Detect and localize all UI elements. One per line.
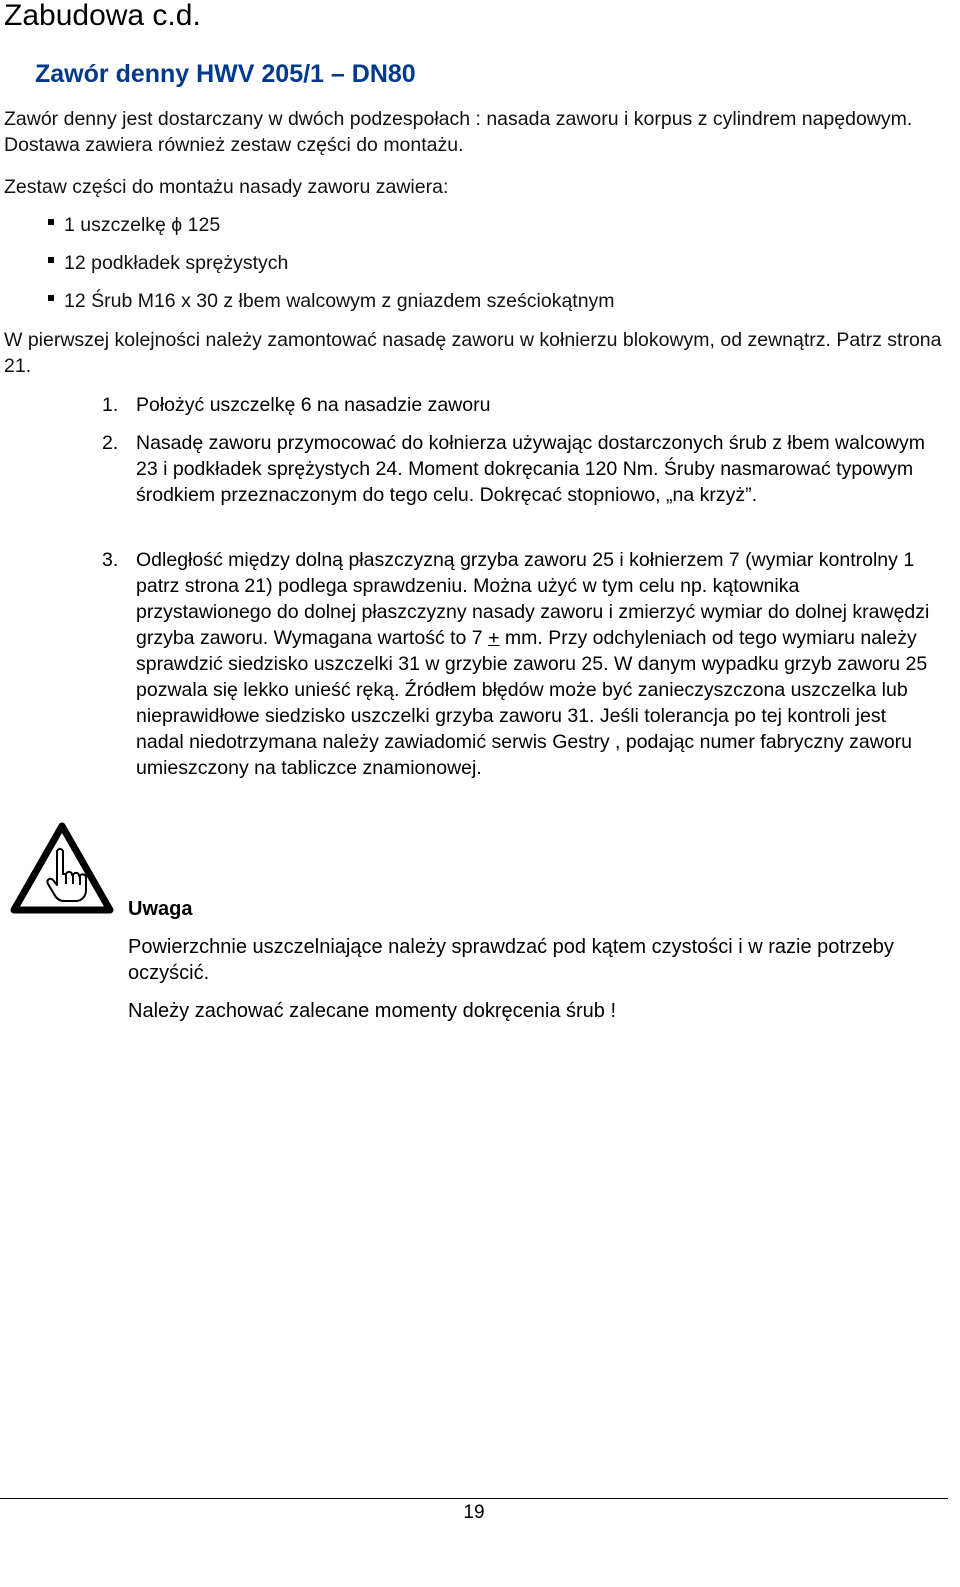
page-title: Zabudowa c.d.: [4, 0, 201, 32]
warning-title: Uwaga: [128, 898, 193, 920]
step-number: 3.: [102, 549, 119, 571]
step-text: Położyć uszczelkę 6 na nasadzie zaworu: [136, 394, 491, 416]
step-number: 1.: [102, 394, 119, 416]
kit-item: 1 uszczelkę ϕ 125: [48, 212, 220, 238]
warning-hand-icon: [10, 822, 114, 914]
step-number: 2.: [102, 432, 119, 454]
kit-item: 12 podkładek sprężystych: [48, 250, 288, 276]
warning-text-2: Należy zachować zalecane momenty dokręcenia śrub !: [128, 1000, 617, 1022]
intro-paragraph: Zawór denny jest dostarczany w dwóch podzespołach : nasada zaworu i korpus z cylindrem napędowym. Dostawa zawiera również zestaw części do montażu.: [4, 108, 913, 156]
step-text: Nasadę zaworu przymocować do kołnierza używając dostarczonych śrub z łbem walcowym 23 i podkładek sprężystych 24. Moment dokręcania 120 Nm. Śruby nasmarować typowym środkiem przeznaczonym do tego celu. Dokręcać stopniowo, „na krzyż”.: [136, 432, 925, 506]
warning-text: Powierzchnie uszczelniające należy sprawdzać pod kątem czystości i w razie potrzeby oczyścić.: [128, 936, 894, 984]
kit-heading: Zestaw części do montażu nasady zaworu zawiera:: [4, 176, 449, 198]
step-text: Odległość między dolną płaszczyzną grzyba zaworu 25 i kołnierzem 7 (wymiar kontrolny 1 patrz strona 21) podlega sprawdzeniu. Można użyć w tym celu np. kątownika przystawionego do dolnej płaszczyzny nasady zaworu i zmierzyć wymiar do dolnej krawędzi grzyba zaworu. Wymagana wartość to 7 + mm. Przy odchyleniach od tego wymiaru należy sprawdzić siedzisko uszczelki 31 w grzybie zaworu 25. W danym wypadku grzyb zaworu 25 pozwala się lekko unieść ręką. Źródłem błędów może być zanieczyszczona uszczelka lub nieprawidłowe siedzisko uszczelki grzyba zaworu 31. Jeśli tolerancja po tej kontroli jest nadal niedotrzymana należy zawiadomić serwis Gestry , podając numer fabryczny zaworu umieszczony na tabliczce znamionowej.: [136, 549, 930, 779]
bullet-icon: [48, 257, 54, 263]
bullet-icon: [48, 219, 54, 225]
page-number: 19: [463, 1502, 485, 1523]
section-title: Zawór denny HWV 205/1 – DN80: [35, 60, 416, 88]
instructions-paragraph: W pierwszej kolejności należy zamontować nasadę zaworu w kołnierzu blokowym, od zewnątrz. Patrz strona 21.: [4, 329, 942, 377]
footer-divider: [0, 1498, 948, 1499]
kit-item: 12 Śrub M16 x 30 z łbem walcowym z gniazdem sześciokątnym: [48, 288, 615, 314]
plus-minus-mark: +: [488, 627, 500, 649]
bullet-icon: [48, 295, 54, 301]
